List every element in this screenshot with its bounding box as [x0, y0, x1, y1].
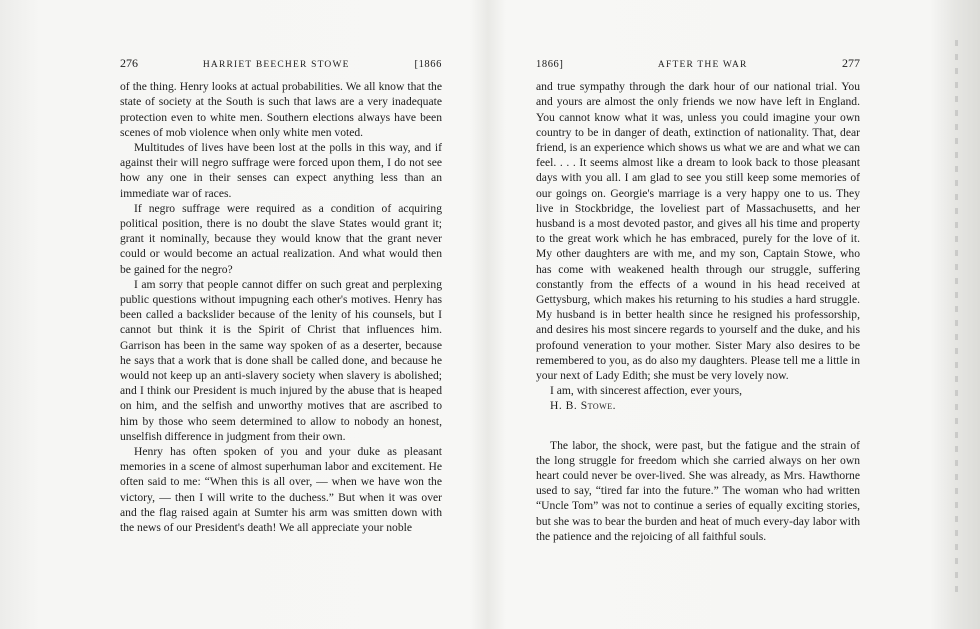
right-page-number: 277 — [841, 56, 860, 70]
left-page-number: 276 — [120, 56, 138, 70]
left-running-head — [120, 56, 442, 73]
left-paragraph: of the thing. Henry looks at actual probabilities. We all know that the state of society at the South is such that laws are a very inadequate protection even to white men. Southern elections always have been scenes of mob violence when only white men voted. — [120, 80, 442, 139]
right-running-year: 1866] — [536, 59, 564, 70]
right-running-head — [536, 56, 860, 73]
right-paragraph: and true sympathy through the dark hour of our national trial. You and yours are almost the only friends we now have left in England. You cannot know what it was, unless you could imagine your own country to be in danger of death, extinction of nationality. That, dear friend, is an experience which shows us what we are and what we can feel. . . . It seems almost like a dream to look back to those pleasant days with you all. I am glad to see you still keep some memories of our goings on. Georgie's marriage is a very happy one to us. They live in Stockbridge, the loveliest part of Massachusetts, and her husband is a most devoted pastor, and gives all his time and property to the great work which he has embraced, purely for the love of it. My other daughters are with me, and my son, Captain Stowe, who has come with weakened health through our struggle, suffering constantly from the effects of a wound in his head received at Gettysburg, which makes his returning to his studies a hard struggle. My husband is in better health since he resigned his professorship, and desires his most sincere regards to yourself and the duke, and his profound veneration to your mother. Sister Mary also desires to be remembered to you, as do also my daughters. Please tell me a little in your next of Lady Edith; she must be very lovely now. — [536, 80, 860, 383]
letter-closing: I am, with sincerest affection, ever yours, — [550, 384, 742, 398]
left-paragraph: I am sorry that people cannot differ on such great and perplexing public questions without impugning each other's motives. Henry has been called a backslider because of the lenity of his counsels, but I cannot but think it is the Spirit of Christ that influences him. Garrison has been in the same way spoken of as a deserter, because he says that a work that is done shall be called done, and because he would not keep up an anti-slavery society when slavery is abolished; and I think our President is much injured by the abuse that is heaped on him, and the selfish and unworthy motives that are ascribed to him by those who seem determined to allow to nobody an honest, unselfish difference in judgment from their own. — [120, 277, 442, 443]
right-running-title: AFTER THE WAR — [657, 60, 748, 70]
left-running-title: HARRIET BEECHER STOWE — [202, 60, 350, 70]
left-page — [120, 56, 442, 535]
letter-signature: H. B. Stowe. — [550, 399, 617, 413]
page-edge-shadow — [955, 40, 958, 600]
right-page — [536, 56, 860, 544]
right-paragraph: The labor, the shock, were past, but the fatigue and the strain of the long struggle for freedom which she carried always on her own heart could never be over-lived. She was already, as Mrs. Hawthorne used to say, “tired far into the future.” The woman who had written “Uncle Tom” was not to continue a series of equally exciting stories, but she was to bear the burden and heat of much every-day labor with the patience and the rejoicing of all faithful souls. — [536, 438, 860, 543]
left-paragraph: Henry has often spoken of you and your duke as pleasant memories in a scene of almost superhuman labor and excitement. He often said to me: “When this is all over, — when we have won the victory, — then I will write to the duchess.” But when it was over and the flag raised again at Sumter his arm was smitten down with the news of our President's death! We all appreciate your noble — [120, 445, 442, 535]
left-running-year: [1866 — [414, 59, 442, 70]
left-paragraph: If negro suffrage were required as a condition of acquiring political position, there is no doubt the slave States would grant it; grant it nominally, because they would know that the grant never could or would become an actual realization. And what would then be gained for the negro? — [120, 201, 442, 276]
section-gap — [536, 414, 860, 438]
left-paragraph: Multitudes of lives have been lost at the polls in this way, and if against their will negro suffrage were forced upon them, I do not see how any one in their senses can expect anything less than an immediate war of races. — [120, 141, 442, 200]
